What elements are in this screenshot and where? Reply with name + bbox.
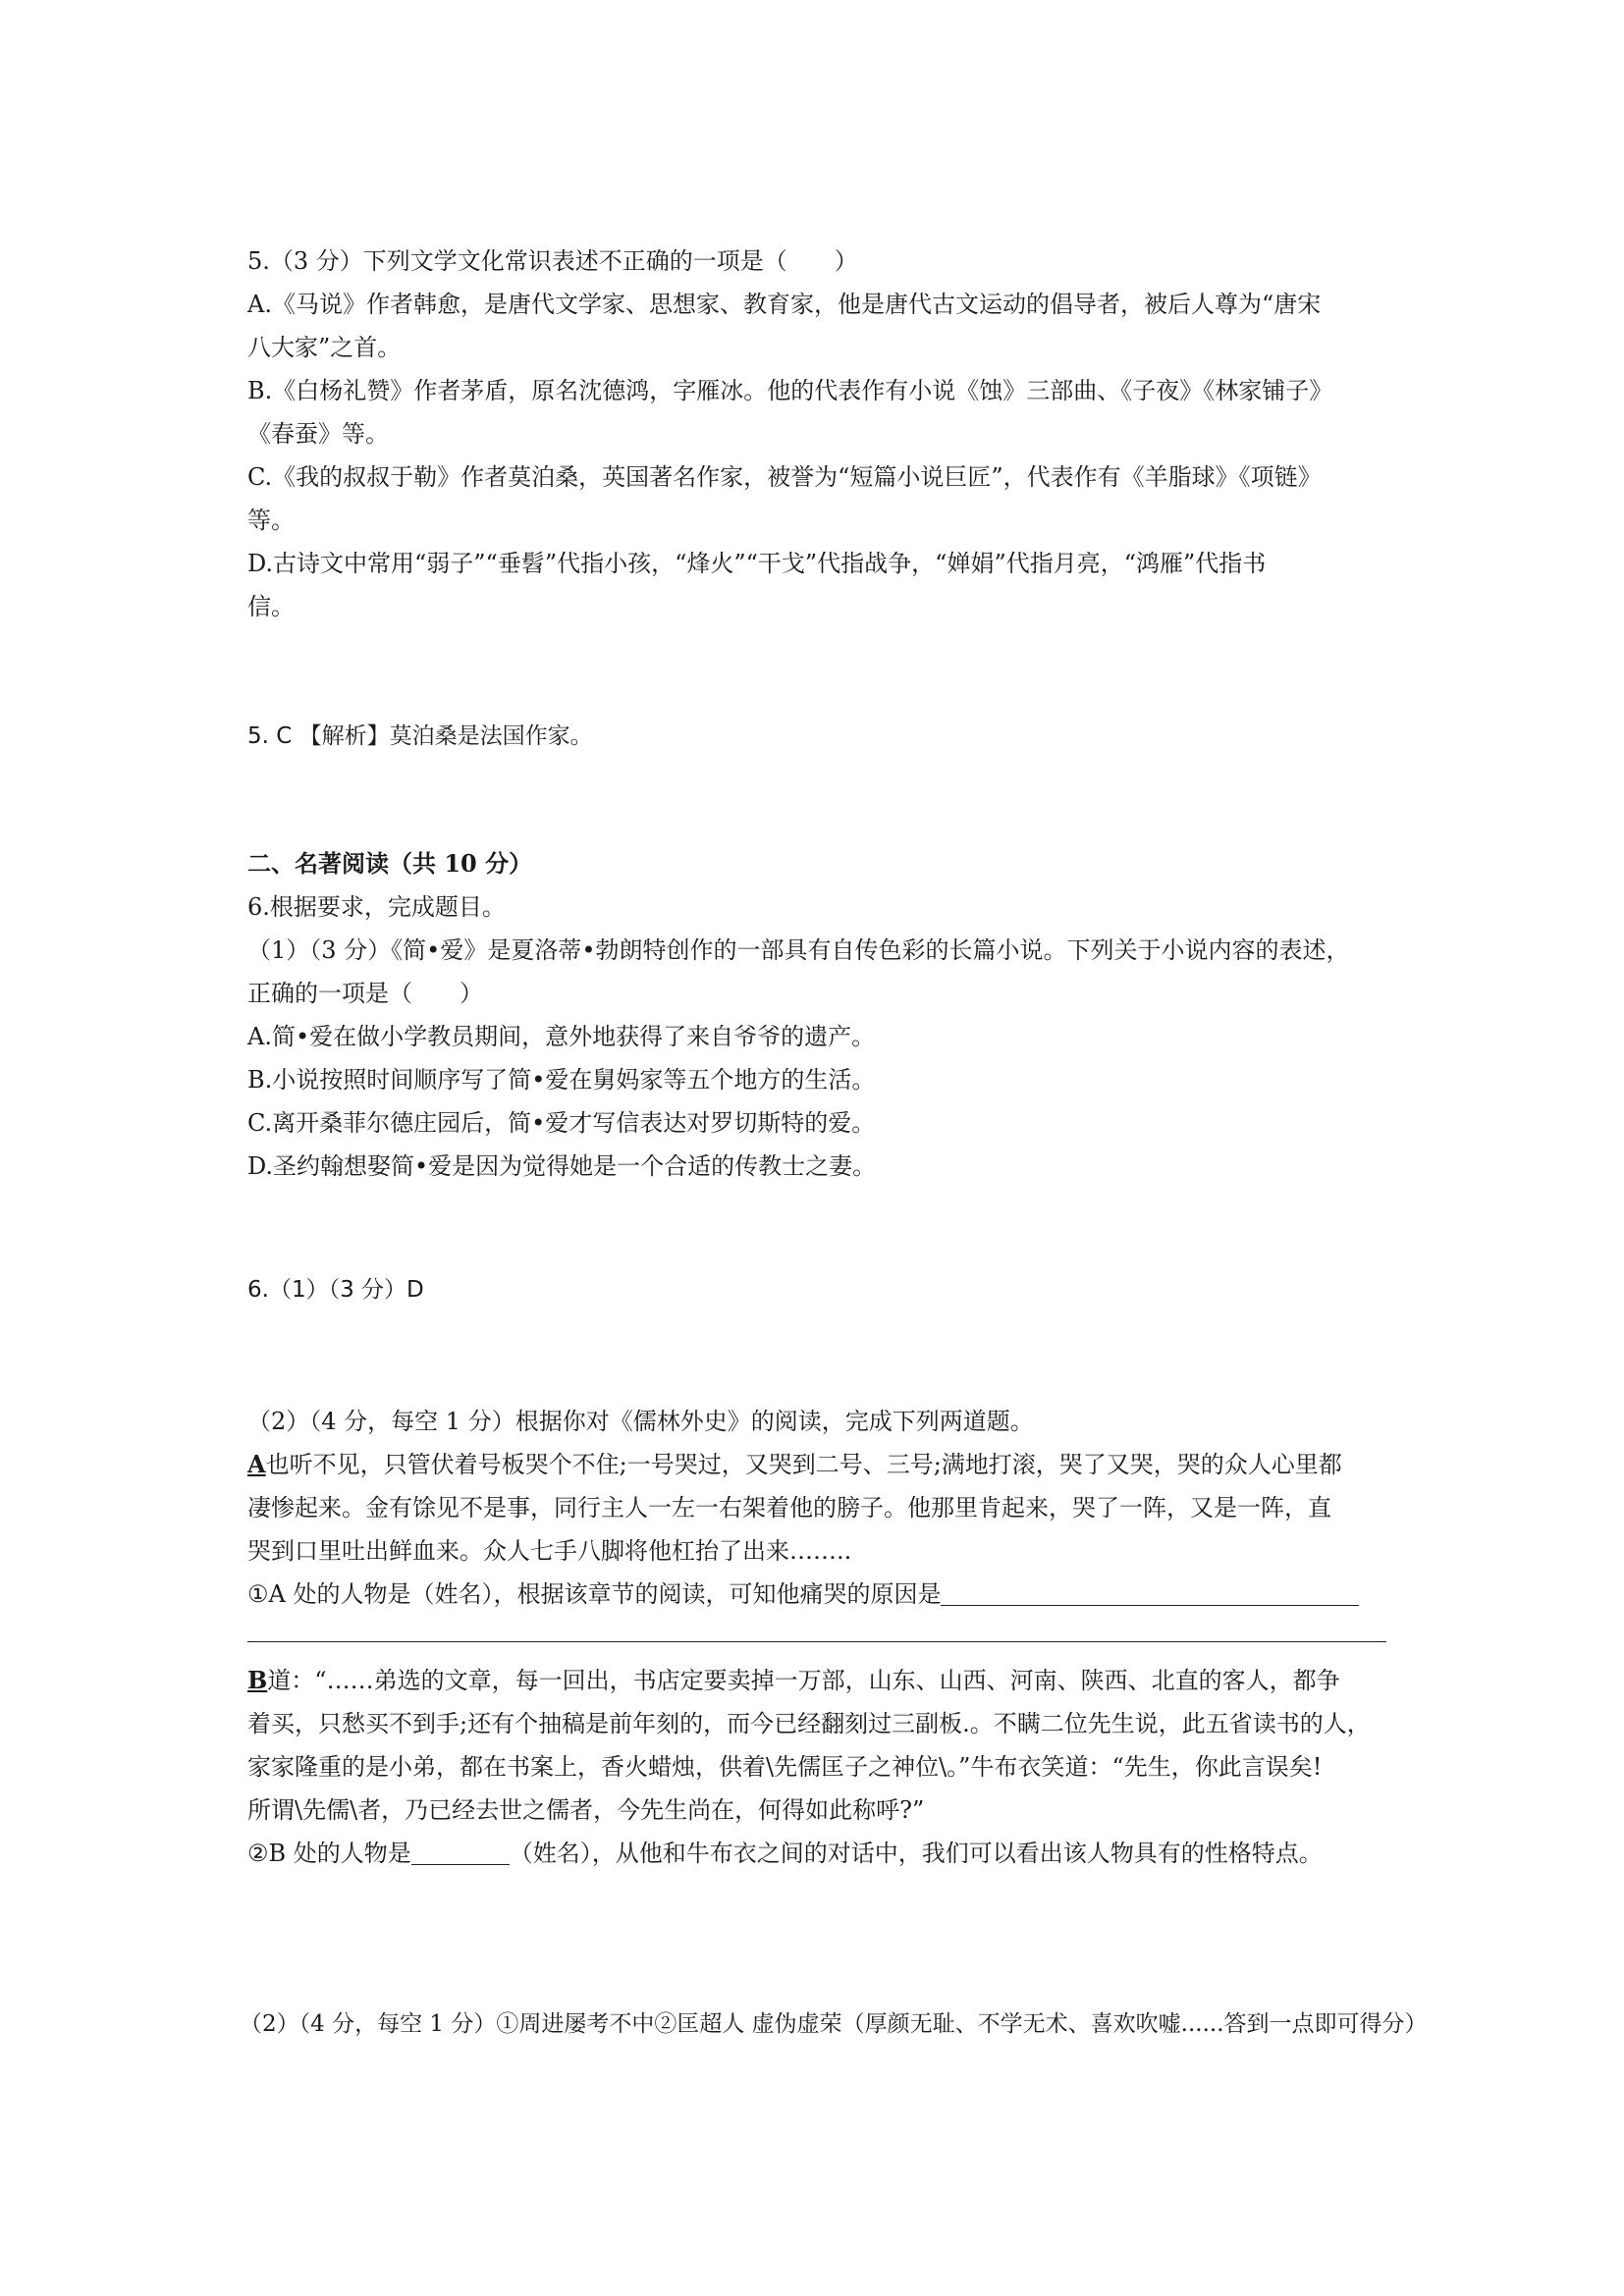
q5-option-a-line1: A.《马说》作者韩愈，是唐代文学家、思想家、教育家，他是唐代古文运动的倡导者，被后人尊为“唐宋 <box>247 291 1322 318</box>
excerpt-b-line1 <box>247 1659 1386 1702</box>
q5-option-a-line2: 八大家”之首。 <box>247 334 402 361</box>
question-b-prefix: ②B 处的人物是 <box>247 1840 411 1867</box>
q5-stem: 5.（3 分）下列文学文化常识表述不正确的一项是（ ） <box>247 247 858 275</box>
q6-part1-answer: 6.（1）（3 分）D <box>247 1277 424 1303</box>
q6-part1-option-d: D.圣约翰想娶简•爱是因为觉得她是一个合适的传教士之妻。 <box>247 1152 877 1180</box>
excerpt-b-line4: 所谓\先儒\者，乃已经去世之儒者，今先生尚在，何得如此称呼?” <box>247 1796 925 1824</box>
question-b-line <box>247 1832 1386 1875</box>
question-a-line <box>247 1573 1386 1616</box>
q5-option-d-line1: D.古诗文中常用“弱子”“垂髫”代指小孩，“烽火”“干戈”代指战争，“婵娟”代指月亮，“鸿雁”代指书 <box>247 550 1267 577</box>
answer-line-a-continuation[interactable] <box>247 1641 1386 1642</box>
q5-option-b-line2: 《春蚕》等。 <box>247 420 389 448</box>
q6-part2-answer: （2）（4 分，每空 1 分）①周进屡考不中②匡超人 虚伪虚荣（厚颜无耻、不学无术、喜欢吹嘘......答到一点即可得分） <box>240 2011 1428 2037</box>
section-2 <box>247 842 1386 1188</box>
q6-part2 <box>247 1400 1386 1616</box>
q6-part2-stem: （2）（4 分，每空 1 分）根据你对《儒林外史》的阅读，完成下列两道题。 <box>247 1408 1034 1435</box>
excerpt-a-line1 <box>247 1443 1386 1486</box>
q5-answer: 5. C 【解析】莫泊桑是法国作家。 <box>247 723 593 749</box>
excerpt-b-text: 道：“……弟选的文章，每一回出，书店定要卖掉一万部，山东、山西、河南、陕西、北直的客人，都争 <box>267 1667 1340 1694</box>
q6-stem: 6.根据要求，完成题目。 <box>247 893 506 921</box>
excerpt-b-label: B <box>247 1666 268 1694</box>
q6-part1-option-c: C.离开桑菲尔德庄园后，简•爱才写信表达对罗切斯特的爱。 <box>247 1109 876 1137</box>
q6-part1-stem-line1: （1）（3 分）《简•爱》是夏洛蒂•勃朗特创作的一部具有自传色彩的长篇小说。下列关于小说内容的表述， <box>247 936 1350 964</box>
excerpt-b-line3: 家家隆重的是小弟，都在书案上，香火蜡烛，供着\先儒匡子之神位\。”牛布衣笑道：“先生，你此言误矣! <box>247 1753 1323 1781</box>
answer-blank-a[interactable] <box>941 1575 1359 1606</box>
excerpt-a-line3: 哭到口里吐出鲜血来。众人七手八脚将他杠抬了出来…….. <box>247 1537 852 1565</box>
section-2-heading: 二、名著阅读（共 10 分） <box>247 849 533 878</box>
q6-part1-stem-line2: 正确的一项是（ ） <box>247 980 483 1007</box>
q5-option-c-line2: 等。 <box>247 507 295 534</box>
q6-part1-option-a: A.简•爱在做小学教员期间，意外地获得了来自爷爷的遗产。 <box>247 1023 876 1050</box>
excerpt-a-line2: 凄惨起来。金有馀见不是事，同行主人一左一右架着他的膀子。他那里肯起来，哭了一阵，又是一阵，直 <box>247 1494 1331 1522</box>
question-5 <box>247 240 1386 628</box>
question-b-suffix: （姓名），从他和牛布衣之间的对话中，我们可以看出该人物具有的性格特点。 <box>509 1840 1323 1867</box>
q5-option-b-line1: B.《白杨礼赞》作者茅盾，原名沈德鸿，字雁冰。他的代表作有小说《蚀》三部曲、《子夜》《林家铺子》 <box>247 377 1333 404</box>
excerpt-b <box>247 1659 1386 1875</box>
excerpt-a-text: 也听不见，只管伏着号板哭个不住;一号哭过，又哭到二号、三号;满地打滚，哭了又哭，哭的众人心里都 <box>265 1451 1342 1478</box>
answer-blank-b[interactable] <box>411 1835 510 1865</box>
excerpt-a-label: A <box>247 1450 266 1478</box>
q6-part1-option-b: B.小说按照时间顺序写了简•爱在舅妈家等五个地方的生活。 <box>247 1066 876 1094</box>
q5-option-d-line2: 信。 <box>247 593 295 620</box>
question-a-text: ①A 处的人物是（姓名），根据该章节的阅读，可知他痛哭的原因是 <box>247 1580 942 1608</box>
excerpt-b-line2: 着买，只愁买不到手;还有个抽稿是前年刻的，而今已经翻刻过三副板.。不瞒二位先生说，此五省读书的人， <box>247 1710 1371 1737</box>
q5-option-c-line1: C.《我的叔叔于勒》作者莫泊桑，英国著名作家，被誉为“短篇小说巨匠”，代表作有《羊脂球》《项链》 <box>247 463 1322 491</box>
